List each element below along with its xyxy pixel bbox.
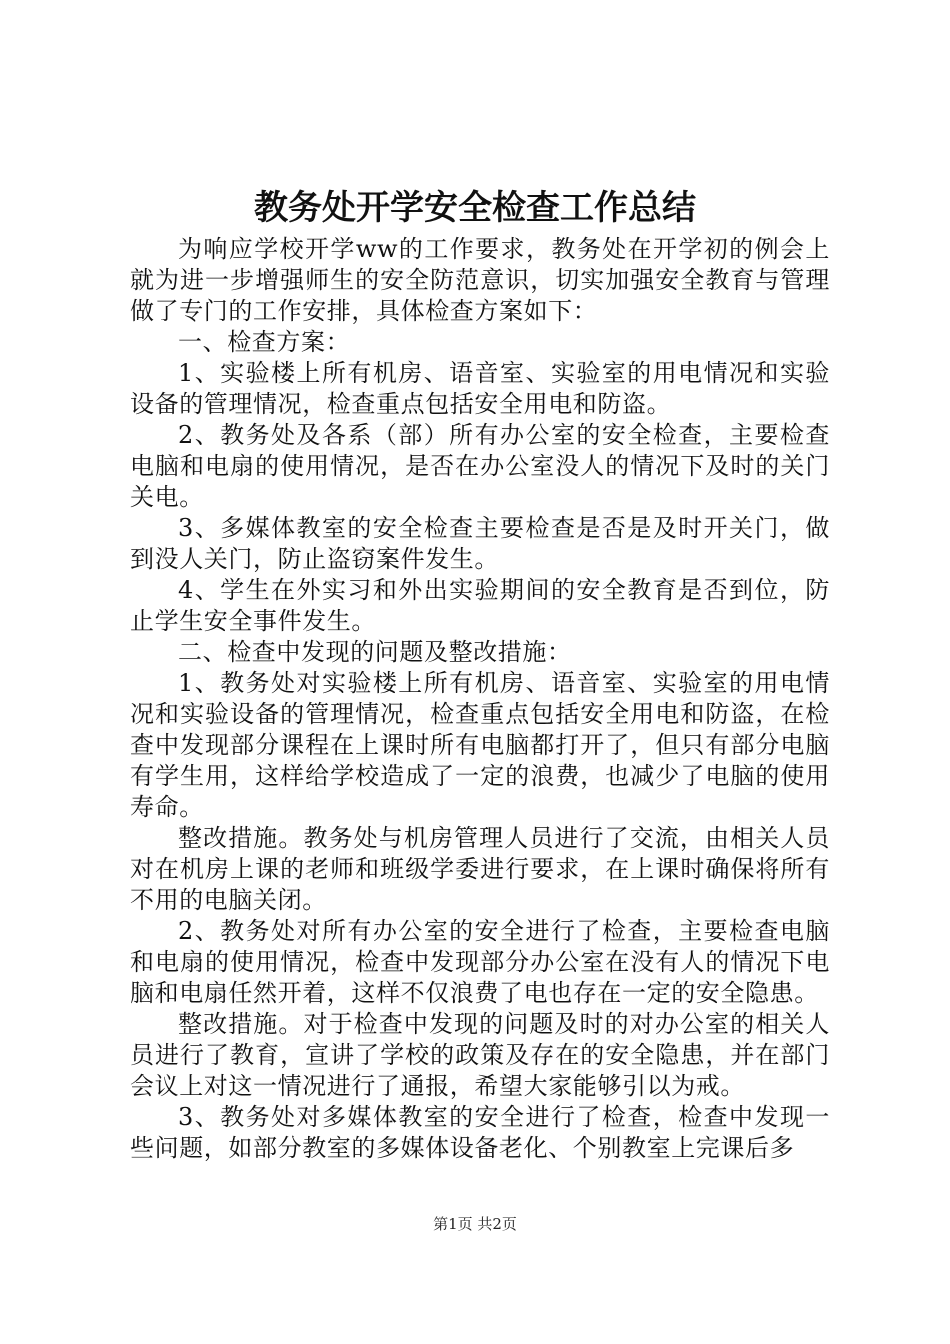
paragraph-intro: 为响应学校开学ww的工作要求，教务处在开学初的例会上就为进一步增强师生的安全防范意识，切实加强安全教育与管理做了专门的工作安排，具体检查方案如下： (130, 235, 830, 325)
document-title: 教务处开学安全检查工作总结 (254, 188, 696, 228)
plan-item-1: 1、实验楼上所有机房、语音室、实验室的用电情况和实验设备的管理情况，检查重点包括安全用电和防盗。 (130, 359, 830, 418)
problem-item-3: 3、教务处对多媒体教室的安全进行了检查，检查中发现一些问题，如部分教室的多媒体设备老化、个别教室上完课后多 (130, 1103, 830, 1162)
rectification-1: 整改措施。教务处与机房管理人员进行了交流，由相关人员对在机房上课的老师和班级学委进行要求，在上课时确保将所有不用的电脑关闭。 (130, 824, 830, 914)
page-footer: 第1页 共2页 (433, 1215, 517, 1233)
section-heading-problems: 二、检查中发现的问题及整改措施： (178, 638, 572, 666)
problem-item-1: 1、教务处对实验楼上所有机房、语音室、实验室的用电情况和实验设备的管理情况，检查重点包括安全用电和防盗，在检查中发现部分课程在上课时所有电脑都打开了，但只有部分电脑有学生用，这样给学校造成了一定的浪费，也减少了电脑的使用寿命。 (130, 669, 830, 821)
rectification-2: 整改措施。对于检查中发现的问题及时的对办公室的相关人员进行了教育，宣讲了学校的政策及存在的安全隐患，并在部门会议上对这一情况进行了通报，希望大家能够引以为戒。 (130, 1010, 830, 1100)
plan-item-4: 4、学生在外实习和外出实验期间的安全教育是否到位，防止学生安全事件发生。 (130, 576, 830, 635)
document-body (130, 234, 830, 1164)
section-heading-plan: 一、检查方案： (178, 328, 351, 356)
plan-item-3: 3、多媒体教室的安全检查主要检查是否是及时开关门，做到没人关门，防止盗窃案件发生。 (130, 514, 830, 573)
problem-item-2: 2、教务处对所有办公室的安全进行了检查，主要检查电脑和电扇的使用情况，检查中发现部分办公室在没有人的情况下电脑和电扇任然开着，这样不仅浪费了电也存在一定的安全隐患。 (130, 917, 830, 1007)
plan-item-2: 2、教务处及各系（部）所有办公室的安全检查，主要检查电脑和电扇的使用情况，是否在办公室没人的情况下及时的关门关电。 (130, 421, 830, 511)
